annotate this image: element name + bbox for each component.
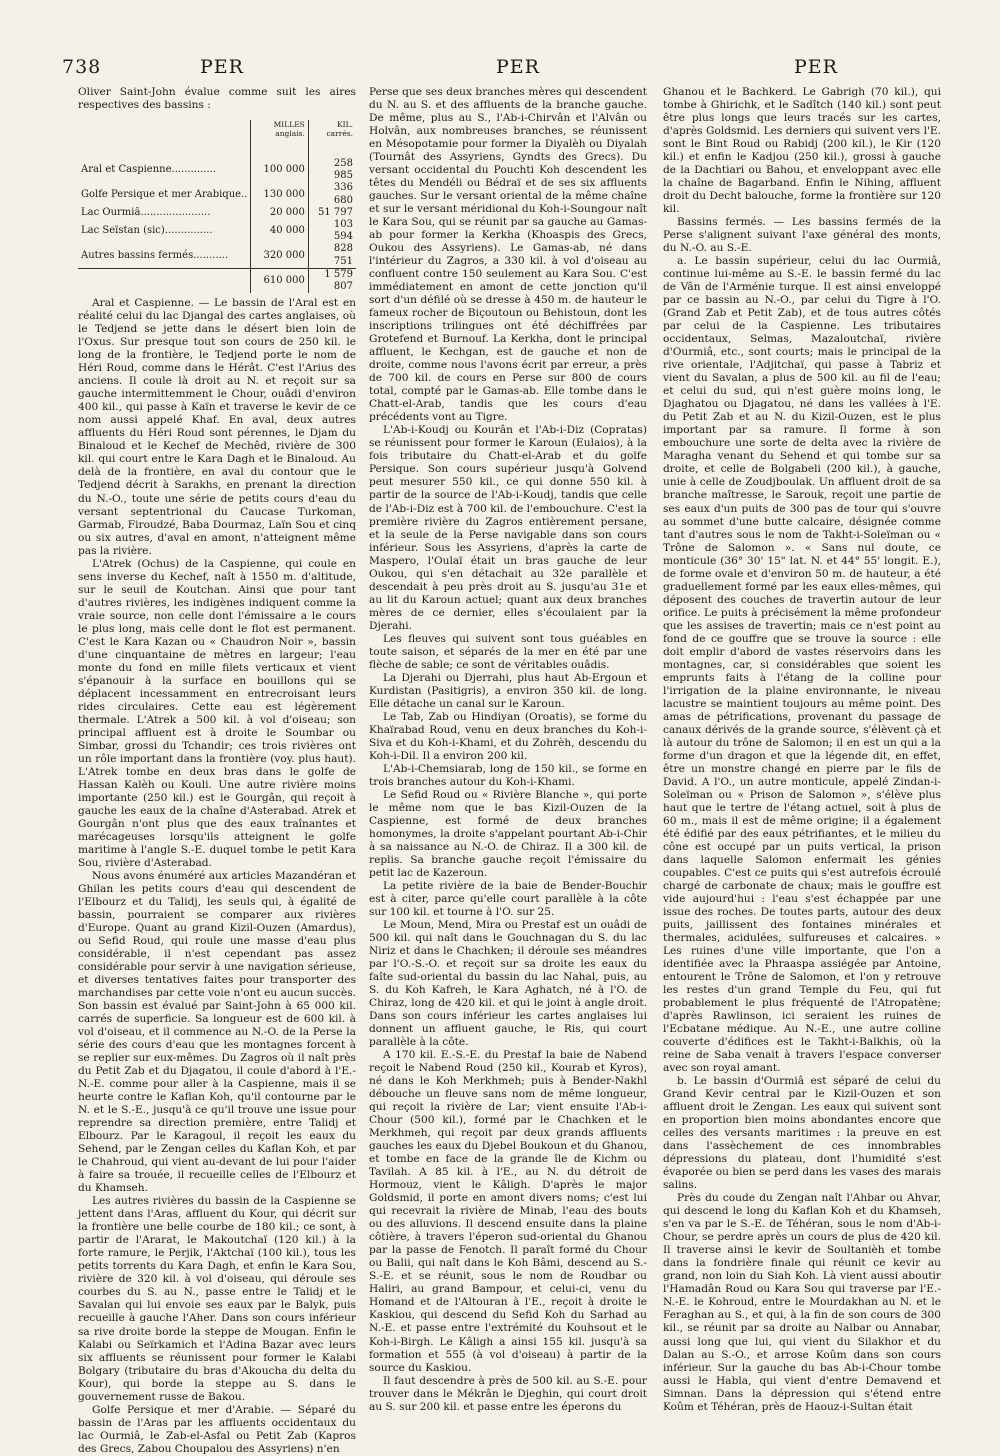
paragraph: Les autres rivières du bassin de la Caspienne se jettent dans l'Aras, affluent du Kour, qui décrit sur la frontière une belle courbe de 180 kil.; ce sont, à partir de l'Ararat, le Makoutchaï (120 kil.) à la forte ramure, le Perjik, l'Aktchaï (100 kil.), tous les petits torrents du Kara Dagh, et enfin le Kara Sou, rivière de 320 kil. à vol d'oiseau, qui déroule ses courbes du S. au N., passe entre le Talidj et le Savalan qui lui envoie ses eaux par le Balyk, puis recueille à gauche l'Aher. Dans son cours inférieur sa rive droite borde la steppe de Mougan. Enfin le Kalabi ou Seïrkamich et l'Adina Bazar avec leurs six affluents se réunissent pour former le Kalabi Bolgary (tributaire du bras d'Akoucha du delta du Kour), qui borde la steppe au S. dans le gouvernement russe de Bakou.: [78, 1195, 356, 1403]
row-miles: 320 000: [251, 243, 308, 268]
paragraph: Les fleuves qui suivent sont tous guéables en toute saison, et séparés de la mer en été par une flèche de sable; ce sont de véritables ouâdis.: [369, 632, 647, 671]
text-column-3: [663, 86, 941, 1414]
row-miles: 20 000: [251, 207, 308, 219]
paragraph: La Djerahi ou Djerrahi, plus haut Ab-Ergoun et Kurdistan (Pasitigris), a environ 350 kil. de long. Elle détache un canal sur le Karoun.: [369, 671, 647, 710]
paragraph: a. Le bassin supérieur, celui du lac Ourmiâ, continue lui-même au S.-E. le bassin fermé du lac de Vân de l'Arménie turque. Il est ainsi enveloppé par ce bassin au N.-O., par celui du Tigre à l'O. (Grand Zab et Petit Zab), et de tous autres côtés par celui de la Caspienne. Les tributaires occidentaux, Selmas, Mazaloutchaï, rivière d'Ourmiâ, etc., sont courts; mais le principal de la rive orientale, l'Adjitchaï, qui passe à Tabriz et vient du Savalan, a plus de 500 kil. au fil de l'eau; et celui du sud, qui n'est guère moins long, le Djaghatou ou Djagatou, né dans les vallées à l'E. du Petit Zab et au N. du Kizil-Ouzen, est le plus important par sa ramure. Il forme à son embouchure une sorte de delta avec la rivière de Maragha venant du Sehend et qui tombe sur sa droite, et celle de Bolgabeli (200 kil.), à gauche, unie à celle de Zoudjboulak. Un affluent droit de sa branche maîtresse, le Sarouk, reçoit une partie de ses eaux d'un puits de 300 pas de tour qui s'ouvre au sommet d'une butte calcaire, désignée comme tant d'autres sous le nom de Takht-i-Soleïman ou « Trône de Salomon ». « Sans nul doute, ce monticule (36° 30' 15" lat. N. et 44° 55' longit. E.), de forme ovale et d'environ 50 m. de hauteur, a été graduellement formé par les eaux elles-mêmes, qui déposent des couches de travertin autour de leur orifice. Le puits à précisément la même profondeur que les assises de travertin; mais ce n'est point au fond de ce gouffre que se trouve la source : elle doit emplir d'abord de vastes réservoirs dans les montagnes, car, si considérables que soient les emprunts faits à l'étang de la colline pour l'irrigation de la plaine environnante, le niveau lacustre se maintient toujours au même point. Des amas de pétrifications, provenant du passage de canaux dérivés de la grande source, s'élèvent çà et là autour du trône de Salomon; il en est un qui a la forme d'un dragon et que la légende dit, en effet, être un monstre changé en pierre par le fils de David. A l'O., un autre monticule, appelé Zindan-i-Soleïman ou « Prison de Salomon », s'élève plus haut que le tertre de l'étang actuel, soit à plus de 60 m., mais il est de même origine; il a également été édifié par des eaux pétrifiantes, et le milieu du cône est occupé par un puits vertical, la prison dans laquelle Salomon enfermait les génies coupables. C'est ce puits qui s'est autrefois écroulé chargé de carbonate de chaux; mais le gouffre est vide aujourd'hui : l'eau s'est échappée par une issue des roches. De toutes parts, autour des deux puits, jaillissent des fontaines minérales et thermales, acidulées, sulfureuses et calcaires. » Les ruines d'une ville importante, que l'on a identifiée avec la Phraaspa assiégée par Antoine, entourent le Trône de Salomon, et l'on y retrouve les restes d'un grand Temple du Feu, qui fut probablement le plus fréquenté de l'Atropatène; d'après Rawlinson, ici seraient les ruines de l'Ecbatane médique. Au N.-E., une autre colline couverte d'édifices est le Takht-i-Balkhis, où la reine de Saba venait à travers l'espace converser avec son royal amant.: [663, 255, 941, 1075]
paragraph: L'Ab-i-Chemsiarab, long de 150 kil., se forme en trois branches autour du Koh-i-Khami.: [369, 762, 647, 788]
running-head-left: PER: [200, 56, 244, 78]
paragraph: Il faut descendre à près de 500 kil. au S.-E. pour trouver dans le Mékrân le Djeghin, qui court droit au S. sur 200 kil. et passe entre les éperons du: [369, 1374, 647, 1413]
table-row: [78, 219, 356, 243]
paragraph: L'Ab-i-Koudj ou Kourân et l'Ab-i-Diz (Copratas) se réunissent pour former le Karoun (Eulaios), à la fois tributaire du Chatt-el-Arab et du golfe Persique. Son cours supérieur jusqu'à Golvend peut mesurer 550 kil., ce qui donne 550 kil. à partir de la source de l'Ab-i-Koudj, tandis que celle de l'Ab-i-Diz est à 700 kil. de l'embouchure. C'est la première rivière du Zagros entièrement persane, et la seule de la Perse navigable dans son cours inférieur. Sous les Assyriens, d'après la carte de Maspero, l'Oulaï était un bras gauche de leur Oukou, qui s'en détachait au 32e parallèle et descendait à peu près droit au S. jusqu'au 31e et au lit du Karoun actuel; quant aux deux branches mères de ce dernier, elles s'écoulaient par la Djerahi.: [369, 424, 647, 632]
table-header-miles: MILLES anglais.: [251, 120, 308, 158]
paragraph: L'Atrek (Ochus) de la Caspienne, qui coule en sens inverse du Kechef, naît à 1550 m. d'altitude, sur le seuil de Koutchan. Ainsi que pour tant d'autres rivières, les indigènes indiquent comme la vraie source, non celle dont l'émissaire a le cours le plus long, mais celle dont le flot est permanent. C'est le Kara Kazan ou « Chaudron Noir », bassin d'une cinquantaine de mètres en largeur; l'eau monte du fond en mille filets verticaux et vient s'épanouir à la surface en bouillons qui se déplacent incessamment en entrecroisant leurs rides circulaires. Cette eau est légèrement thermale. L'Atrek a 500 kil. à vol d'oiseau; son principal affluent est à droite le Soumbar ou Simbar, grossi du Tchandir; ces trois rivières ont un rôle important dans la frontière (voy. plus haut). L'Atrek tombe en deux bras dans le golfe de Hassan Kalèh ou Kouli. Une autre rivière moins importante (250 kil.) est le Gourgân, qui reçoit à gauche les eaux de la chaîne d'Asterabad. Atrek et Gourgân n'ont plus que des eaux traînantes et marécageuses lorsqu'ils atteignent le golfe maritime à l'angle S.-E. duquel tombe le petit Kara Sou, rivière d'Asterabad.: [78, 557, 356, 869]
table-header-km: KIL. carrés.: [308, 120, 356, 158]
table-row: [78, 158, 356, 182]
row-name: Golfe Persique et mer Arabique..: [81, 188, 248, 200]
row-km: 103 594: [308, 219, 356, 243]
total-miles: 610 000: [251, 268, 308, 293]
row-miles: 100 000: [251, 158, 308, 182]
running-head-right: PER: [794, 56, 838, 78]
paragraph: La petite rivière de la baie de Bender-Bouchir est à citer, parce qu'elle court parallèle à la côte sur 100 kil. et tourne à l'O. sur 25.: [369, 879, 647, 918]
row-miles: 130 000: [251, 182, 308, 206]
table-row: [78, 182, 356, 206]
row-km: 51 797: [308, 207, 356, 219]
paragraph: Le Sefid Roud ou « Rivière Blanche », qui porte le même nom que le bas Kizil-Ouzen de la Caspienne, est formé de deux branches homonymes, la droite s'appelant pourtant Ab-i-Chir à sa naissance au N.-O. de Chiraz. Il a 300 kil. de replis. Sa branche gauche reçoit l'émissaire du petit lac de Kazeroun.: [369, 788, 647, 879]
row-km: 336 680: [308, 182, 356, 206]
text-column-2: [369, 86, 647, 1414]
basin-area-table: [78, 120, 356, 293]
table-row: [78, 243, 356, 268]
paragraph: Près du coude du Zengan naît l'Ahbar ou Ahvar, qui descend le long du Kaflan Koh et du Khamseh, s'en va par le S.-E. de Téhéran, sous le nom d'Ab-i-Chour, se perdre après un cours de plus de 420 kil. Il traverse ainsi le kevir de Soultanièh et tombe dans la fondrière finale qui réunit ce kevir au grand, non loin du Siah Koh. Là vient aussi aboutir l'Hamadân Roud ou Kara Sou qui traverse par l'E.-N.-E. le Kohroud, entre le Mourdakhan au N. et le Feraghan au S., et qui, à la fin de son cours de 300 kil., se réunit par sa droite au Nalbar ou Annabar, aussi long que lui, qui vient du Silakhor et du Dalan au S.-O., et arrose Koûm dans son cours inférieur. Sur la gauche du bas Ab-i-Chour tombe aussi le Habla, qui vient d'entre Demavend et Simnan. Dans la dépression qui s'étend entre Koûm et Téhéran, près de Haouz-i-Sultan était: [663, 1192, 941, 1413]
table-total-row: [78, 268, 356, 293]
paragraph: Bassins fermés. — Les bassins fermés de la Perse s'alignent suivant l'axe général des monts, du N.-O. au S.-E.: [663, 216, 941, 255]
row-name: Lac Seïstan (sic)...............: [81, 225, 213, 237]
paragraph: Le Tab, Zab ou Hindiyan (Oroatis), se forme du Khaïrabad Roud, venu en deux branches du Koh-i-Siva et du Koh-i-Khami, et du Zohrèh, descendu du Koh-i-Dil. Il a environ 200 kil.: [369, 710, 647, 762]
row-name: Autres bassins fermés...........: [81, 249, 229, 261]
paragraph: Nous avons énuméré aux articles Mazandéran et Ghilan les petits cours d'eau qui descendent de l'Elbourz et du Talidj, les seuls qui, à égalité de bassin, pourraient se comparer aux rivières d'Europe. Quant au grand Kizil-Ouzen (Amardus), ou Sefid Roud, qui roule une masse d'eau plus considérable, il n'est cependant pas assez considérable pour servir à une navigation sérieuse, et diverses tentatives faites pour transporter des marchandises par cette voie n'ont eu aucun succès. Son bassin est évalué par Saint-John à 65 000 kil. carrés de superficie. Sa longueur est de 600 kil. à vol d'oiseau, et il commence au N.-O. de la Perse la série des cours d'eau que les montagnes forcent à se replier sur eux-mêmes. Du Zagros où il naît près du Petit Zab et du Djagatou, il coule d'abord à l'E.-N.-E. comme pour aller à la Caspienne, mais il se heurte contre le Kaflan Koh, qu'il contourne par le N. et le S.-E., jusqu'à ce qu'il trouve une issue pour reprendre sa direction première, entre Talidj et Elbourz. Par le Karagoul, il reçoit les eaux du Sehend, par le Zengan celles du Kaflan Koh, et par le Chahroud, qui vient au-devant de lui pour l'aider à faire sa trouée, il recueille celles de l'Elbourz et du Khamseh.: [78, 869, 356, 1195]
row-name: Aral et Caspienne..............: [81, 164, 217, 176]
paragraph: Aral et Caspienne. — Le bassin de l'Aral est en réalité celui du lac Djangal des cartes anglaises, où le Tedjend se jette dans le désert bien loin de l'Oxus. Sur presque tout son cours de 250 kil. le long de la frontière, le Tedjend porte le nom de Héri Roud, comme dans le Hérât. C'est l'Arius des anciens. Il coule là droit au N. et reçoit sur sa gauche intermittemment le Chour, ouâdi d'environ 400 kil., qui passe à Kaïn et traverse le kevir de ce nom aussi appelé Khaf. En aval, deux autres affluents du Héri Roud sont pérennes, le Djam du Binaloud et le Kechef de Mechêd, rivière de 300 kil. qui court entre le Kara Dagh et le Binaloud. Au delà de la frontière, en aval du contour que le Tedjend décrit à Sarakhs, en prenant la direction du N.-O., toute une série de petits cours d'eau du versant septentrional du Caucase Turkoman, Garmab, Firoudzé, Baba Dourmaz, Laïn Sou et cinq ou six autres, d'aval en amont, n'atteignent même pas la rivière.: [78, 297, 356, 557]
row-name: Lac Ourmiâ......................: [81, 206, 211, 218]
row-km: 828 751: [308, 243, 356, 268]
total-km: 1 579 807: [308, 268, 356, 293]
paragraph: A 170 kil. E.-S.-E. du Prestaf la baie de Nabend reçoit le Nabend Roud (250 kil., Kourab et Kyros), né dans le Koh Merkhmeh; puis à Bender-Nakhl débouche un fleuve sans nom de même longueur, qui reçoit la rivière de Lar; vient ensuite l'Ab-i-Chour (500 kil.), formé par le Chachken et le Merkhmeh, qui reçoit par deux grands affluents gauches les eaux du Djebel Boukoun et du Ghanou, et tombe en face de la grande île de Kichm ou Tavilah. A 85 kil. à l'E., au N. du détroit de Hormouz, vient le Kâligh. D'après le major Goldsmid, il porte en amont divers noms; c'est lui qui recevrait la rivière de Minab, l'eau des bouts ou des alluvions. Il descend ensuite dans la plaine côtière, à travers l'éperon sud-oriental du Ghanou par la passe de Fenotch. Il paraît formé du Chour ou Balii, qui naît dans le Koh Bâmi, descend au S.-S.-E. et se réunit, sous le nom de Roudbar ou Haliri, au grand Bampour, et celui-ci, venu du Homand et de l'Altouran à l'E., reçoit à droite le Kaskiou, qui descend du Sefid Koh du Sarhad au N.-E. et passe entre l'extrémité du Kouhsout et le Koh-i-Birgh. Le Kâligh a ainsi 155 kil. jusqu'à sa formation et 555 (à vol d'oiseau) à partir de la source du Kaskiou.: [369, 1049, 647, 1374]
table-row: [78, 207, 356, 219]
paragraph: Le Moun, Mend, Mira ou Prestaf est un ouâdi de 500 kil. qui naît dans le Gouchnagan du S. du lac Niriz et dans le Chachken; il déroule ses méandres par l'O.-S.-O. et reçoit sur sa droite les eaux du faîte sud-oriental du bassin du lac Nahal, puis, au S. du Koh Kafreh, le Kara Aghatch, né à l'O. de Chiraz, long de 420 kil. et qui le joint à angle droit. Dans son cours inférieur les cartes anglaises lui donnent un affluent gauche, le Ris, qui court parallèle à la côte.: [369, 919, 647, 1049]
text-column-1: [78, 86, 356, 1456]
page-number: 738: [62, 56, 102, 78]
running-head-center: PER: [496, 56, 540, 78]
paragraph: Golfe Persique et mer d'Arabie. — Séparé du bassin de l'Aras par les affluents occidentaux du lac Ourmiâ, le Zab-el-Asfal ou Petit Zab (Kapros des Grecs, Zabou Choupalou des Assyriens) n'en: [78, 1403, 356, 1455]
paragraph: Perse que ses deux branches mères qui descendent du N. au S. et des affluents de la branche gauche. De même, plus au S., l'Ab-i-Chirvân et l'Alvân ou Holvân, aux nombreuses branches, se réunissent en Mésopotamie pour former la Diyalèh ou Diyalah (Tournât des Assyriens, Gyndts des Grecs). Du versant occidental du Pouchti Koh descendent les têtes du Mendéli ou Bédraï et de ses six affluents gauches. Sur le versant oriental de la même chaîne et sur le versant méridional du Koh-i-Soungour naît le Kara Sou, qui se réunit par sa gauche au Gamas-ab pour former la Kerkha (Khoaspis des Grecs, Oukou des Assyriens). Le Gamas-ab, né dans l'intérieur du Zagros, a 330 kil. à vol d'oiseau au confluent contre 150 seulement au Kara Sou. C'est immédiatement en amont de cette jonction qu'il sort d'un défilé où se dresse à 450 m. de hauteur le fameux rocher de Biçoutoun ou Behistoun, dont les inscriptions trilingues ont été déchiffrées par Grotefend et Burnouf. La Kerkha, dont le principal affluent, le Kechgan, est de gauche et non de droite, comme nous l'avons écrit par erreur, a près de 700 kil. de cours en Perse sur 800 de cours total, compté par le Gamas-ab. Elle tombe dans le Chatt-el-Arab, tandis que les cours d'eau précédents vont au Tigre.: [369, 86, 647, 424]
paragraph: Oliver Saint-John évalue comme suit les aires respectives des bassins :: [78, 86, 356, 112]
paragraph: Ghanou et le Bachkerd. Le Gabrigh (70 kil.), qui tombe à Ghirichk, et le Sadîtch (140 kil.) sont peut être plus longs que leurs tracés sur les cartes, d'après Goldsmid. Les derniers qui suivent vers l'E. sont le Bint Roud ou Rabidj (200 kil.), le Kir (120 kil.) et enfin le Kadjou (250 kil.), grossi à gauche de la Dachtiari ou Bahou, et enveloppant avec elle la chaîne de Bagarband. Enfin le Nihing, affluent droit du Decht balouche, forme la frontière sur 120 kil.: [663, 86, 941, 216]
paragraph: b. Le bassin d'Ourmiâ est séparé de celui du Grand Kevir central par le Kizil-Ouzen et son affluent droit le Zengan. Les eaux qui suivent sont en proportion bien moins abondantes encore que celles des versants maritimes : la preuve en est dans l'assèchement de ces innombrables dépressions du plateau, dont l'humidité s'est évaporée ou bien se perd dans les vases des marais salins.: [663, 1075, 941, 1192]
row-km: 258 985: [308, 158, 356, 182]
row-miles: 40 000: [251, 219, 308, 243]
